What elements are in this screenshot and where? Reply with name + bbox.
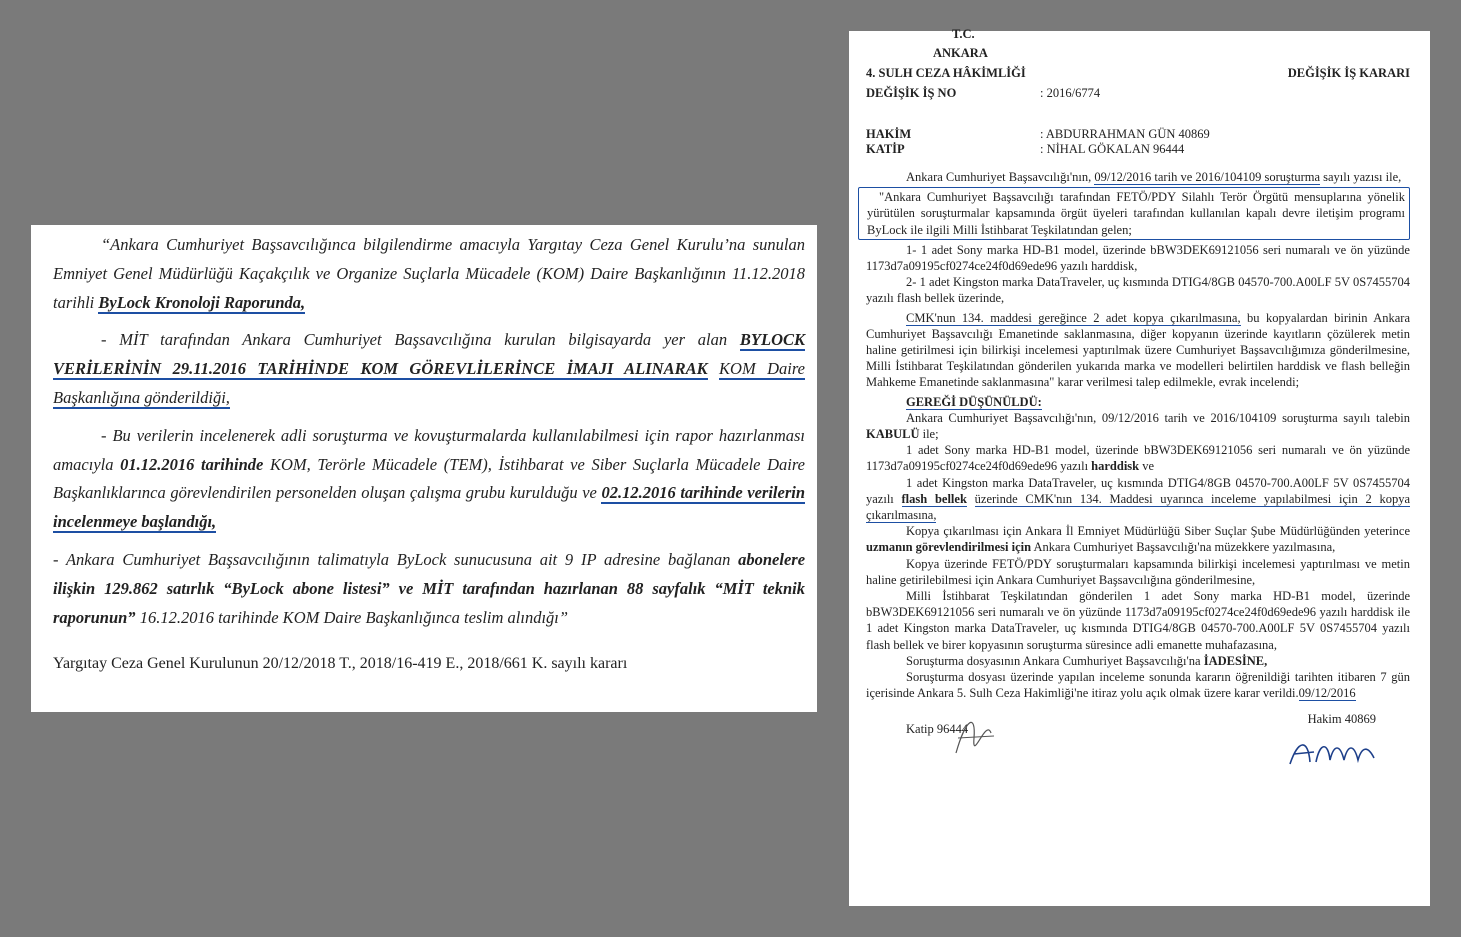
p2-text: - MİT tarafından Ankara Cumhuriyet Başsavcılığına kurulan bilgisayarda yer alan bbox=[101, 330, 728, 350]
r7-end: ve bbox=[1142, 459, 1155, 474]
r13-text: Soruşturma dosyası üzerinde yapılan inceleme sonunda kararın öğrenildiği tarihten itibaren 7 gün içerisinde Ankara 5. Sulh Ceza Hakimliği'ne itiraz yolu açık olmak üzere karar verildi. bbox=[866, 670, 1410, 701]
bylock-imaj-highlight: BYLOCK VERİLERİNİN 29.11.2016 TARİHİNDE KOM GÖREVLİLERİNCE İMAJI ALINARAK bbox=[53, 330, 805, 379]
r-paragraph-9 bbox=[866, 523, 1410, 555]
p4-bold: abonelere ilişkin 129.862 satırlık “ByLock abone listesi” ve MİT tarafından hazırlanan 88 sayfalık “MİT teknik raporunun” bbox=[53, 549, 806, 627]
r9-text: Kopya çıkarılması için Ankara İl Emniyet Müdürlüğü Siber Suçlar Şube Müdürlüğünden yeterince bbox=[906, 524, 1410, 539]
citation: Yargıtay Ceza Genel Kurulunun 20/12/2018 T., 2018/16-419 E., 2018/661 K. sayılı kararı bbox=[53, 655, 628, 673]
inceleme-highlight: 02.12.2016 tarihinde verilerin incelenmeye başlandığı, bbox=[53, 483, 805, 532]
right-decision-document bbox=[849, 27, 1430, 906]
harddisk-bold: harddisk bbox=[1091, 459, 1140, 474]
final-date-highlight: 09/12/2016 bbox=[1298, 686, 1356, 701]
r-paragraph-2-boxed bbox=[858, 187, 1410, 240]
geregi-heading bbox=[866, 394, 1410, 410]
r8-text: 1 adet Kingston marka DataTraveler, uç kısmında DTIG4/8GB 04570-700.A00LF 5V 0S7455704 yazılı bbox=[866, 475, 1410, 506]
case-number-row bbox=[866, 86, 1100, 101]
clerk-label: KATİP bbox=[866, 142, 905, 156]
r1-end: sayılı yazısı ile, bbox=[1323, 170, 1402, 184]
r7-text: 1 adet Sony marka HD-B1 model, üzerinde bBW3DEK69121056 seri numaralı ve ön yüzünde 1173d7a09195cf0274ce24f0d69ede96 yazılı bbox=[866, 443, 1410, 474]
r-paragraph-8 bbox=[866, 475, 1410, 524]
p3-text-2: KOM, Terörle Mücadele (TEM), İstihbarat ve Siber Suçlarla Mücadele Daire Başkanlıklarınca görevlendirilen personelden oluşan çalışma grubu kurulduğu ve bbox=[53, 454, 806, 503]
clerk-value: : NİHAL GÖKALAN 96444 bbox=[1040, 142, 1185, 156]
p3-date: 01.12.2016 tarihinde bbox=[120, 454, 264, 474]
r-paragraph-13 bbox=[866, 669, 1410, 701]
paragraph-4 bbox=[53, 546, 805, 632]
tc-header: T.C. bbox=[952, 27, 975, 41]
p4-text: - Ankara Cumhuriyet Başsavcılığının talimatıyla ByLock sunucusuna ait 9 IP adresine bağlanan bbox=[53, 549, 731, 569]
r3-text: 1- 1 adet Sony marka HD-B1 model, üzerinde bBW3DEK69121056 seri numaralı ve ön yüzünde 1173d7a09195cf0274ce24f0d69ede96 yazılı harddisk, bbox=[866, 242, 1410, 274]
decision-title: DEĞİŞİK İŞ KARARI bbox=[1287, 66, 1410, 80]
p4-end: 16.12.2016 tarihinde KOM Daire Başkanlığınca teslim alındığı” bbox=[139, 607, 569, 627]
r1-text: Ankara Cumhuriyet Başsavcılığı'nın, bbox=[906, 170, 1092, 184]
judge-label: HAKİM bbox=[866, 127, 912, 141]
r9-end: Ankara Cumhuriyet Başsavcılığı'na müzekkere yazılmasına, bbox=[1033, 540, 1336, 555]
p2-end-highlight: KOM Daire Başkanlığına gönderildiği, bbox=[53, 359, 805, 407]
r12-text: Soruşturma dosyasının Ankara Cumhuriyet Başsavcılığı'na bbox=[906, 653, 1201, 668]
judge-signature-label: Hakim 40869 bbox=[1307, 711, 1376, 726]
judge-row bbox=[866, 127, 1410, 142]
r11-text: Milli İstihbarat Teşkilatından gönderilen 1 adet Sony marka HD-B1 model, üzerinde bBW3DEK69121056 seri numaralı ve ön yüzünde 1173d7a09195cf0274ce24f0d69ede96 yazılı harddisk ile 1 adet Kingston marka DataTraveler, uç kısmında DTIG4/8GB 04570-700.A00LF 5V 0S7455704 yazılı flash bellek ve birer kopyasının soruşturma süresince adli emanette muhafazasına, bbox=[866, 589, 1410, 652]
paragraph-2 bbox=[53, 326, 805, 412]
clerk-signature-icon bbox=[946, 708, 1006, 758]
city-header: ANKARA bbox=[933, 46, 988, 60]
r-paragraph-10 bbox=[866, 556, 1410, 588]
r-paragraph-11 bbox=[866, 588, 1410, 653]
kronoloji-raporu-highlight: ByLock Kronoloji Raporunda, bbox=[98, 292, 306, 312]
paragraph-3 bbox=[53, 422, 805, 537]
r-paragraph-4 bbox=[866, 274, 1410, 306]
r8-highlight: üzerinde CMK'nın 134. Maddesi uyarınca inceleme yapılabilmesi için 2 kopya çıkarılmasına, bbox=[866, 491, 1411, 523]
r6-text: Ankara Cumhuriyet Başsavcılığı'nın, 09/12/2016 tarih ve 2016/104109 soruşturma sayılı talebin bbox=[906, 410, 1410, 425]
paragraph-1 bbox=[53, 231, 805, 317]
r-paragraph-6 bbox=[866, 410, 1410, 442]
r10-text: Kopya üzerinde FETÖ/PDY soruşturmaları kapsamında bilirkişi incelemesi yaptırılması ve metin haline getirilebilmesi için Ankara Cumhuriyet Başsavcılığına gönderilmesine, bbox=[866, 556, 1410, 587]
r-paragraph-5 bbox=[866, 310, 1410, 391]
r4-text: 2- 1 adet Kingston marka DataTraveler, uç kısmında DTIG4/8GB 04570-700.A00LF 5V 0S7455704 yazılı flash bellek üzerinde, bbox=[866, 275, 1410, 306]
signature-block bbox=[866, 711, 1410, 774]
r6-end: ile; bbox=[922, 427, 939, 442]
case-label: DEĞİŞİK İŞ NO bbox=[866, 86, 957, 100]
flash-bellek-bold: flash bellek bbox=[901, 491, 967, 506]
judge-value: : ABDURRAHMAN GÜN 40869 bbox=[1040, 127, 1210, 141]
p3-text: - Bu verilerin incelenerek adli soruşturma ve kovuşturmalarda kullanılabilmesi için rapor hazırlanması amacıyla bbox=[53, 425, 805, 474]
kabulu-text: KABULÜ bbox=[866, 427, 920, 442]
court-name: 4. SULH CEZA HÂKİMLİĞİ bbox=[866, 66, 1026, 80]
geregi-text: GEREĞİ DÜŞÜNÜLDÜ: bbox=[906, 394, 1042, 409]
r2-text: "Ankara Cumhuriyet Başsavcılığı tarafından FETÖ/PDY Silahlı Terör Örgütü mensuplarına yönelik yürütülen soruşturmalar kapsamında örgüt üyeleri tarafından kullanılan kapalı devre iletişim programı ByLock ile ilgili Milli İstihbarat Teşkilatından gelen; bbox=[867, 190, 1405, 237]
cmk-highlight: CMK'nun 134. maddesi gereğince 2 adet kopya çıkarılmasına, bbox=[906, 310, 1241, 325]
clerk-signature-label: Katip 96444 bbox=[906, 721, 969, 736]
judge-signature-icon bbox=[1284, 732, 1384, 772]
r-paragraph-12 bbox=[866, 653, 1410, 669]
iadesine-bold: İADESİNE, bbox=[1203, 653, 1268, 668]
left-excerpt-document bbox=[31, 225, 817, 712]
uzman-bold: uzmanın görevlendirilmesi için bbox=[866, 540, 1032, 555]
case-value: : 2016/6774 bbox=[1040, 86, 1101, 100]
r-paragraph-7 bbox=[866, 442, 1410, 474]
clerk-row bbox=[866, 142, 1410, 157]
p1-text: “Ankara Cumhuriyet Başsavcılığınca bilgilendirme amacıyla Yargıtay Ceza Genel Kurulu’na sunulan Emniyet Genel Müdürlüğü Kaçakçılık ve Organize Suçlarla Mücadele (KOM) Daire Başkanlığının 11.12.2018 tarihli bbox=[53, 235, 805, 312]
r-paragraph-1 bbox=[866, 169, 1410, 185]
r1-date-highlight: 09/12/2016 tarih ve 2016/104109 soruşturma bbox=[1094, 170, 1321, 184]
r-paragraph-3 bbox=[866, 242, 1410, 274]
r5-text: bu kopyalardan birinin Ankara Cumhuriyet Başsavcılığı Emanetinde saklanmasına, diğer kopyanın üzerinde kayıtların çözülerek metin haline getirilmesi için bilirkişi incelemesi yaptırılmak üzere Cumhuriyet Başsavcılığımıza gönderilmesine, Milli İstihbarat Teşkilatından gönderilen yukarıda marka ve modelleri belirtilen harddisk ve flash belleğin Mahkeme Emanetinde saklanmasına" karar verilmesi talep edilmekle, evrak incelendi; bbox=[866, 310, 1410, 390]
